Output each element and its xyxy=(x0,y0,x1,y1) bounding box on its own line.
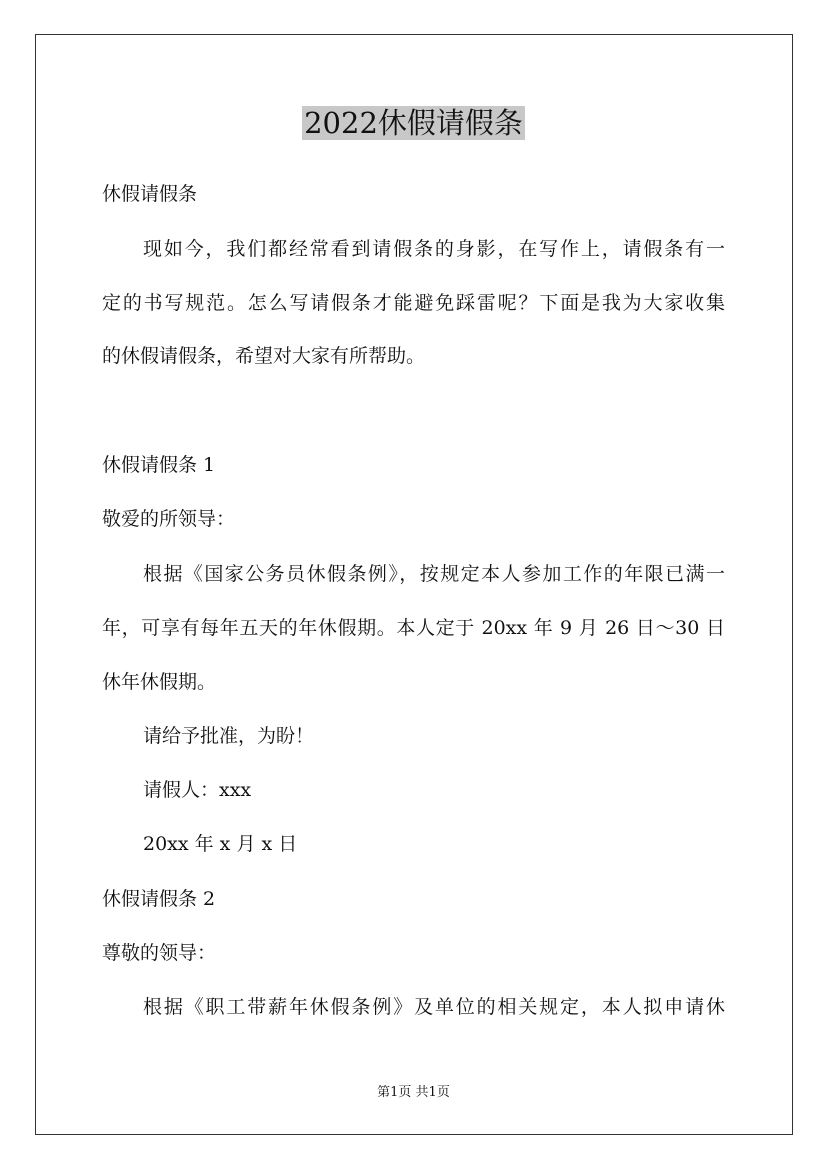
intro-line-2: 定的书写规范。怎么写请假条才能避免踩雷呢？下面是我为大家收集 xyxy=(102,292,725,314)
section1-request: 请给予批准，为盼！ xyxy=(143,725,315,747)
intro-line-3: 的休假请假条，希望对大家有所帮助。 xyxy=(102,345,426,367)
section2-heading: 休假请假条 2 xyxy=(102,888,216,910)
section2-body-line-1: 根据《职工带薪年休假条例》及单位的相关规定，本人拟申请休 xyxy=(143,996,725,1018)
section1-date: 20xx 年 x 月 x 日 xyxy=(143,833,298,855)
page-footer: 第1页 共1页 xyxy=(377,1085,450,1100)
section1-body-line-3: 休年休假期。 xyxy=(102,671,217,693)
section1-salutation: 敬爱的所领导： xyxy=(102,508,236,530)
document-title: 2022休假请假条 xyxy=(304,106,523,140)
section1-heading: 休假请假条 1 xyxy=(102,454,216,476)
section1-signer: 请假人：xxx xyxy=(143,779,252,801)
section2-salutation: 尊敬的领导： xyxy=(102,942,217,964)
intro-line-1: 现如今，我们都经常看到请假条的身影，在写作上，请假条有一 xyxy=(143,238,725,260)
section1-body-line-2: 年，可享有每年五天的年休假期。本人定于 20xx 年 9 月 26 日～30 日 xyxy=(102,617,725,639)
subtitle: 休假请假条 xyxy=(102,183,198,205)
section1-body-line-1: 根据《国家公务员休假条例》，按规定本人参加工作的年限已满一 xyxy=(143,563,725,585)
